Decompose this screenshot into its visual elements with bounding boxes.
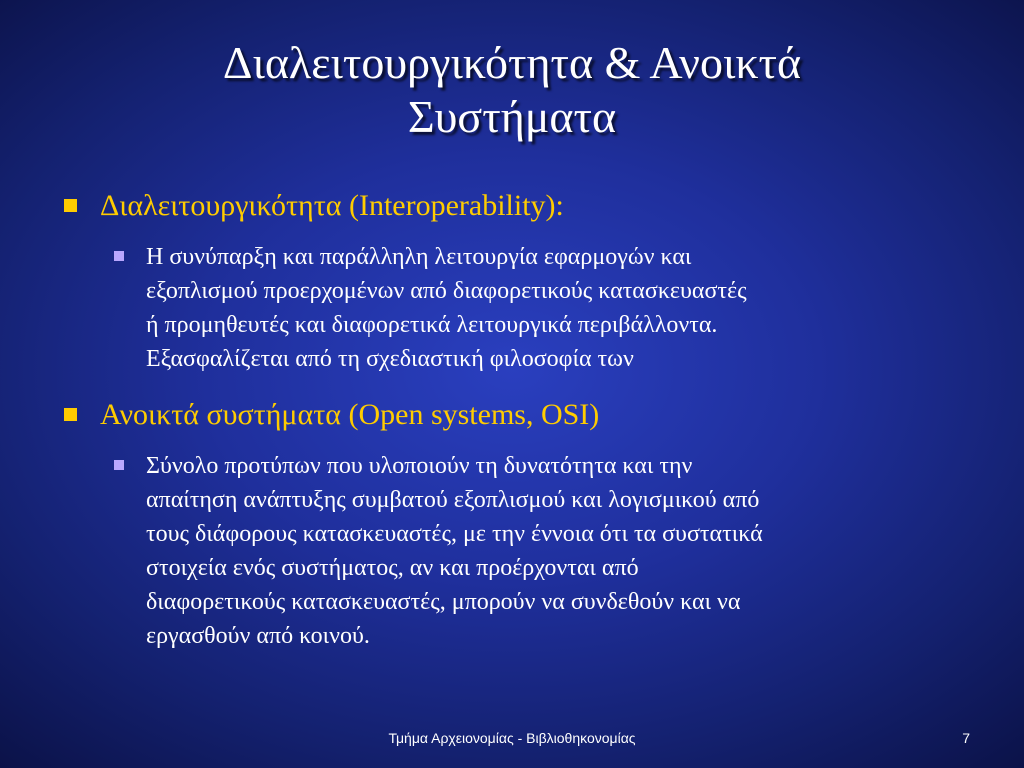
square-sub-bullet-icon <box>114 251 124 261</box>
square-bullet-icon <box>64 408 77 421</box>
sub-bullet-line: διαφορετικούς κατασκευαστές, μπορούν να συνδεθούν και να <box>146 589 741 615</box>
bullet-label: Ανοικτά συστήματα (Open systems, OSI) <box>100 398 600 431</box>
sub-bullet-line: απαίτηση ανάπτυξης συμβατού εξοπλισμού και λογισμικού από <box>146 487 760 513</box>
sub-bullet-line: εξοπλισμού προερχομένων από διαφορετικούς κατασκευαστές <box>146 278 747 304</box>
sub-bullet-line: Σύνολο προτύπων που υλοποιούν τη δυνατότητα και την <box>146 453 693 479</box>
sub-bullet-line: ή προμηθευτές και διαφορετικά λειτουργικά περιβάλλοντα. <box>146 312 718 338</box>
sub-bullet-text <box>146 240 966 376</box>
sub-bullet-line: Εξασφαλίζεται από τη σχεδιαστική φιλοσοφία των <box>146 346 634 372</box>
sub-bullet-line: Η συνύπαρξη και παράλληλη λειτουργία εφαρμογών και <box>146 244 692 270</box>
slide-footer: Τμήμα Αρχειονομίας - Βιβλιοθηκονομίας <box>388 730 636 746</box>
bullet-label: Διαλειτουργικότητα (Interoperability): <box>100 189 564 222</box>
slide-title <box>0 36 1024 144</box>
square-bullet-icon <box>64 199 77 212</box>
sub-bullet-line: εργασθούν από κοινού. <box>146 623 370 649</box>
page-number: 7 <box>962 730 970 746</box>
title-line-1: Διαλειτουργικότητα & Ανοικτά <box>222 37 802 88</box>
sub-bullet-text <box>146 449 966 653</box>
square-sub-bullet-icon <box>114 460 124 470</box>
title-line-2: Συστήματα <box>407 91 617 142</box>
sub-bullet-line: τους διάφορους κατασκευαστές, με την έννοια ότι τα συστατικά <box>146 521 763 547</box>
sub-bullet-line: στοιχεία ενός συστήματος, αν και προέρχονται από <box>146 555 639 581</box>
